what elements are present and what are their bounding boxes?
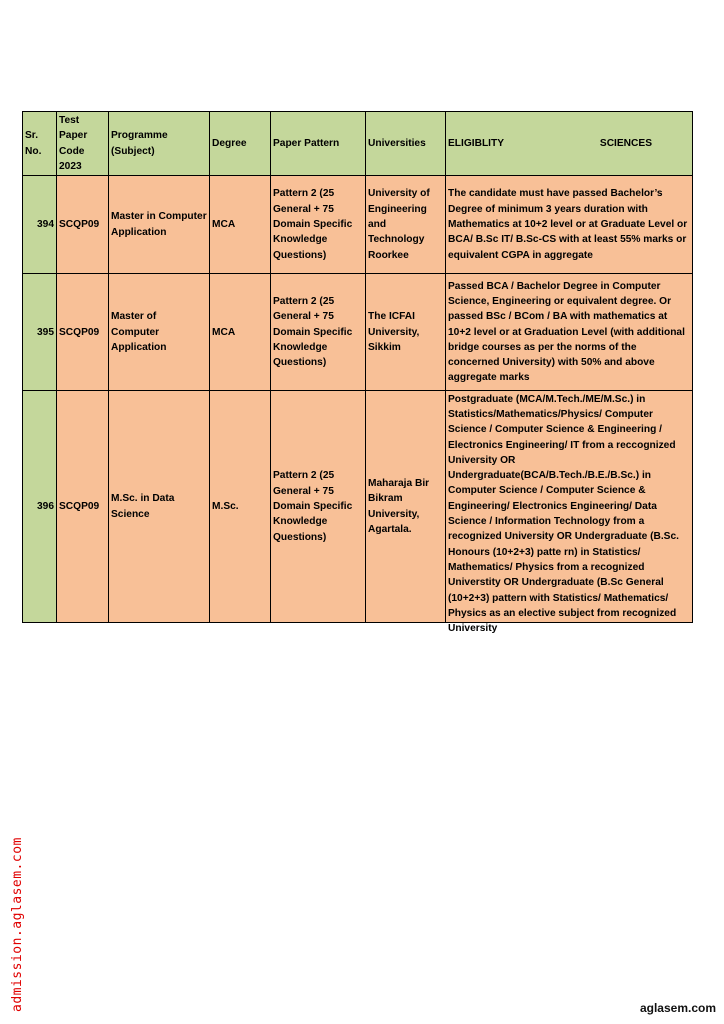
row-eligibility [446,391,693,635]
row-pattern: Pattern 2 (25 General + 75 Domain Specific Knowledge Questions) [271,274,366,391]
row-eligibility: The candidate must have passed Bachelor’s Degree of minimum 3 years duration with Mathematics at 10+2 level or at Graduate Level or BCA/ B.Sc IT/ B.Sc-CS with at least 55% marks or equivalent CGPA in aggregate [446,176,693,274]
row-programme: Master of Computer Application [109,274,210,391]
header-pattern: Paper Pattern [271,112,366,176]
row-code: SCQP09 [57,274,109,391]
header-code: Test Paper Code 2023 [57,112,109,176]
row-university: University of Engineering and Technology Roorkee [366,176,446,274]
table-row [23,274,693,391]
header-sr: Sr. No. [23,112,57,176]
row-code: SCQP09 [57,391,109,623]
row-pattern: Pattern 2 (25 General + 75 Domain Specific Knowledge Questions) [271,176,366,274]
row-code: SCQP09 [57,176,109,274]
header-degree: Degree [210,112,271,176]
footer-text: aglasem.com [639,1001,716,1015]
header-universities: Universities [366,112,446,176]
row-sr: 394 [23,176,57,274]
header-eligibility [446,112,693,176]
table-row [23,176,693,274]
row-degree: MCA [210,274,271,391]
row-programme: Master in Computer Application [109,176,210,274]
row-eligibility-text: Postgraduate (MCA/M.Tech./ME/M.Sc.) in Statistics/Mathematics/Physics/ Computer Science / Computer Science & Engineering / Electronics Engineering/ IT from a reccognized University OR Undergraduate(BCA/B.Tech./B.E./B.Sc.) in Computer Science / Computer Science & Engineering/ Electronics Engineering/ Data Science / Information Technology from a recognized University OR Undergraduate (B.Sc. Honours (10+2+3) patte rn) in Statistics/ Mathematics/ Physics from a recognized Universtity OR Undergraduate (B.Sc General (10+2+3) pattern with Statistics/ Mathematics/ Physics as an elective subject from recognized University [448,393,679,635]
row-university: The ICFAI University, Sikkim [366,274,446,391]
header-row [23,112,693,176]
row-sr: 395 [23,274,57,391]
row-degree: MCA [210,176,271,274]
header-programme: Programme (Subject) [109,112,210,176]
header-eligibility-label: ELIGIBLITY [448,137,505,149]
eligibility-table [22,111,693,635]
row-university: Maharaja Bir Bikram University, Agartala. [366,391,446,623]
watermark-text: admission.aglasem.com [10,837,25,1012]
row-pattern: Pattern 2 (25 General + 75 Domain Specific Knowledge Questions) [271,391,366,623]
row-sr: 396 [23,391,57,623]
row-eligibility: Passed BCA / Bachelor Degree in Computer Science, Engineering or equivalent degree. Or passed BSc / BCom / BA with mathematics at 10+2 level or at Graduation Level (with additional bridge courses as per the norms of the concerned University) with 50% and above aggregate marks [446,274,693,391]
row-programme: M.Sc. in Data Science [109,391,210,623]
header-category-label: SCIENCES [599,137,652,149]
table-row [23,391,693,623]
row-degree: M.Sc. [210,391,271,623]
